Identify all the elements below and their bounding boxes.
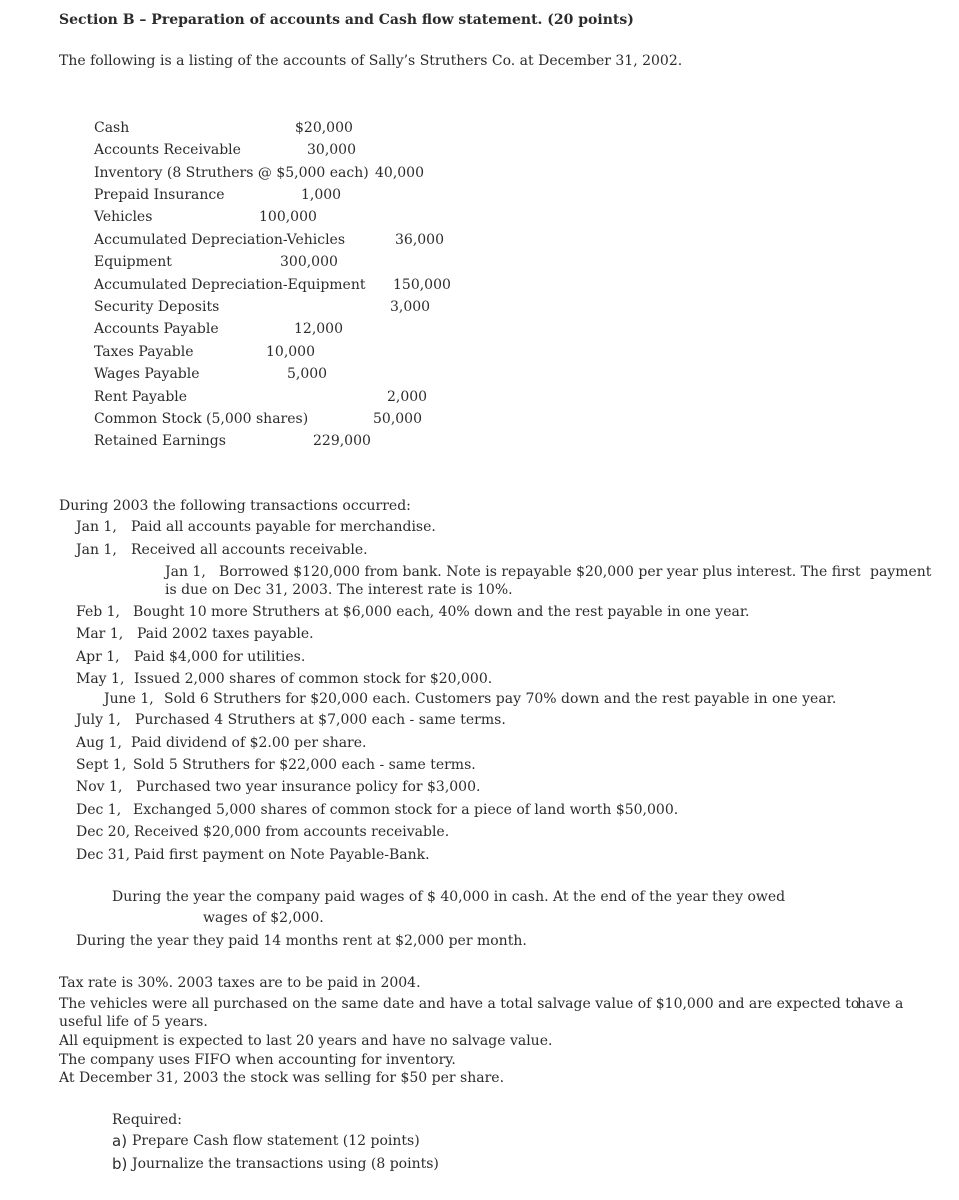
- account-name: Inventory (8 Struthers @ $5,000 each): [94, 165, 369, 181]
- transaction-date: July 1,: [76, 712, 121, 728]
- transaction-text: Borrowed $120,000 from bank. Note is repayable $20,000 per year plus interest. The first: [219, 564, 861, 580]
- transaction-text: Purchased two year insurance policy for $3,000.: [136, 779, 481, 795]
- transaction-text: Received $20,000 from accounts receivable.: [134, 824, 450, 840]
- required-a-text: Prepare Cash flow statement (12 points): [132, 1133, 420, 1149]
- account-amount: 50,000: [373, 411, 422, 427]
- transaction-date: June 1,: [104, 691, 154, 707]
- account-name: Security Deposits: [94, 299, 220, 315]
- transaction-date: Dec 31,: [76, 847, 131, 863]
- account-amount: $20,000: [295, 120, 353, 136]
- rent-note: During the year they paid 14 months rent at $2,000 per month.: [76, 933, 527, 949]
- transaction-text: Sold 5 Struthers for $22,000 each - same terms.: [133, 757, 476, 773]
- account-amount: 36,000: [395, 232, 444, 248]
- transaction-text-wrap: payment: [870, 564, 932, 580]
- transaction-text: Paid 2002 taxes payable.: [137, 626, 314, 642]
- account-name: Common Stock (5,000 shares): [94, 411, 309, 427]
- transaction-text-line2: is due on Dec 31, 2003. The interest rate is 10%.: [165, 582, 513, 598]
- account-amount: 10,000: [266, 344, 315, 360]
- account-name: Taxes Payable: [94, 344, 194, 360]
- wages-note-line2: wages of $2,000.: [203, 910, 324, 926]
- account-name: Prepaid Insurance: [94, 187, 225, 203]
- account-name: Retained Earnings: [94, 433, 226, 449]
- account-amount: 30,000: [307, 142, 356, 158]
- transaction-text: Paid all accounts payable for merchandise.: [131, 519, 436, 535]
- account-amount: 3,000: [390, 299, 431, 315]
- transaction-date: Feb 1,: [76, 604, 121, 620]
- transaction-text: Sold 6 Struthers for $20,000 each. Customers pay 70% down and the rest payable in one year.: [164, 691, 837, 707]
- account-name: Vehicles: [94, 209, 153, 225]
- account-amount: 229,000: [313, 433, 371, 449]
- equipment-note: All equipment is expected to last 20 years and have no salvage value.: [59, 1033, 553, 1049]
- section-title: Section B – Preparation of accounts and Cash flow statement. (20 points): [59, 12, 634, 28]
- transaction-date: Jan 1,: [76, 542, 117, 558]
- account-name: Accounts Receivable: [94, 142, 241, 158]
- transactions-intro: During 2003 the following transactions occurred:: [59, 498, 411, 514]
- stock-price-note: At December 31, 2003 the stock was selling for $50 per share.: [59, 1070, 505, 1086]
- account-name: Accounts Payable: [94, 321, 219, 337]
- transaction-text: Issued 2,000 shares of common stock for $20,000.: [134, 671, 493, 687]
- account-name: Rent Payable: [94, 389, 188, 405]
- account-amount: 1,000: [301, 187, 342, 203]
- transaction-date: Apr 1,: [76, 649, 120, 665]
- required-b-text: Journalize the transactions using (8 points): [132, 1156, 439, 1172]
- transaction-text: Paid dividend of $2.00 per share.: [131, 735, 367, 751]
- account-amount: 2,000: [387, 389, 428, 405]
- wages-note: During the year the company paid wages of $ 40,000 in cash. At the end of the year they owed: [112, 889, 786, 905]
- transaction-date: Mar 1,: [76, 626, 124, 642]
- intro-text: The following is a listing of the accounts of Sally’s Struthers Co. at December 31, 2002.: [59, 53, 683, 69]
- account-amount: 40,000: [375, 165, 424, 181]
- vehicles-note: The vehicles were all purchased on the same date and have a total salvage value of $10,000 and are expected to: [59, 996, 860, 1012]
- account-amount: 5,000: [287, 366, 328, 382]
- account-amount: 12,000: [294, 321, 343, 337]
- account-amount: 150,000: [393, 277, 451, 293]
- vehicles-note-line2: useful life of 5 years.: [59, 1014, 208, 1030]
- required-label: Required:: [112, 1112, 182, 1128]
- transaction-date: Jan 1,: [165, 564, 206, 580]
- transaction-text: Paid first payment on Note Payable-Bank.: [134, 847, 430, 863]
- transaction-text: Bought 10 more Struthers at $6,000 each, 40% down and the rest payable in one year.: [133, 604, 750, 620]
- transaction-date: Dec 20,: [76, 824, 131, 840]
- account-name: Equipment: [94, 254, 172, 270]
- transaction-text: Paid $4,000 for utilities.: [134, 649, 306, 665]
- transaction-date: Aug 1,: [76, 735, 122, 751]
- account-name: Cash: [94, 120, 130, 136]
- transaction-date: Dec 1,: [76, 802, 122, 818]
- transaction-text: Purchased 4 Struthers at $7,000 each - same terms.: [135, 712, 506, 728]
- transaction-date: Jan 1,: [76, 519, 117, 535]
- required-b-letter: b): [112, 1155, 128, 1173]
- transaction-text: Received all accounts receivable.: [131, 542, 368, 558]
- account-amount: 300,000: [280, 254, 338, 270]
- account-name: Accumulated Depreciation-Equipment: [94, 277, 366, 293]
- transaction-date: Nov 1,: [76, 779, 123, 795]
- account-name: Accumulated Depreciation-Vehicles: [94, 232, 346, 248]
- transaction-text: Exchanged 5,000 shares of common stock for a piece of land worth $50,000.: [133, 802, 679, 818]
- account-amount: 100,000: [259, 209, 317, 225]
- fifo-note: The company uses FIFO when accounting for inventory.: [59, 1052, 456, 1068]
- vehicles-note-wrap: have a: [857, 996, 904, 1012]
- required-a-letter: a): [112, 1132, 128, 1150]
- account-name: Wages Payable: [94, 366, 200, 382]
- transaction-date: May 1,: [76, 671, 125, 687]
- transaction-date: Sept 1,: [76, 757, 127, 773]
- tax-note: Tax rate is 30%. 2003 taxes are to be paid in 2004.: [59, 975, 421, 991]
